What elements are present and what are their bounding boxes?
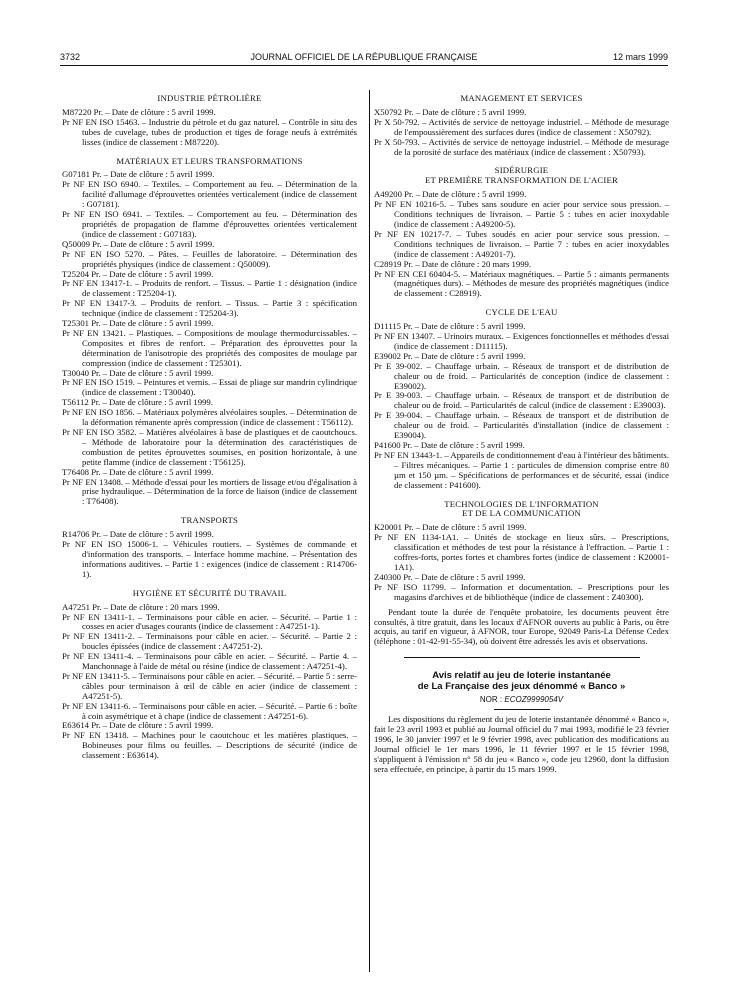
section-title: TECHNOLOGIES DE L'INFORMATION bbox=[444, 498, 599, 509]
standard-entry: Pr NF EN 13417-3. – Produits de renfort. – Tissus. – Partie 3 : spécification technique (indice de classement : T25204-3). bbox=[62, 298, 357, 319]
closing-date-entry: G07181 Pr. – Date de clôture : 5 avril 1999. bbox=[62, 169, 215, 180]
nor-code: ECOZ9999054V bbox=[504, 695, 564, 705]
section-subtitle: ET PREMIÈRE TRANSFORMATION DE L'ACIER bbox=[424, 175, 619, 186]
standard-entry: Pr NF EN 1134-1A1. – Unités de stockage en lieux sûrs. – Prescriptions, classification et méthodes de test pour la résistance à l'effraction. – Partie 1 : coffres-forts, portes fortes et chambres fortes (indice de classement : K20001-1A1). bbox=[374, 532, 669, 572]
standard-entry: Pr NF EN ISO 3582. – Matières alvéolaires à base de plastiques et de caoutchoucs. – Méthode de laboratoire pour la détermination des caractéristiques de combustion de petites éprouvettes soumises, en position horizontale, à une petite flamme (indice de classement : T56125). bbox=[62, 427, 357, 467]
closing-paragraph: Pendant toute la durée de l'enquête probatoire, les documents peuvent être consultés, à titre gratuit, dans les locaux d'AFNOR ouverts au public à Paris, ou être acquis, au tarif en vigueur, à AFNOR, tour Europe, 92049 Paris-La Défense Cedex (téléphone : 01-42-91-55-34), où doivent être adressés les avis et observations. bbox=[374, 606, 669, 647]
standard-entry: Pr NF EN 13443-1. – Appareils de conditionnement d'eau à l'intérieur des bâtiments. – Filtres mécaniques. – Partie 1 : particules de dimension comprise entre 80 µm et 150 µm. – Spécifications de performances et de sécurité, essai (indice de classement : P41600). bbox=[374, 449, 669, 490]
notice-title-line: Avis relatif au jeu de loterie instantanée bbox=[432, 670, 611, 682]
closing-date-entry: Q50009 Pr. – Date de clôture : 5 avril 1999. bbox=[62, 238, 215, 249]
standard-entry: Pr NF EN ISO 6941. – Textiles. – Comportement au feu. – Détermination des propriétés de propagation de flamme d'éprouvettes orientées verticalement (indice de classement : G07183). bbox=[62, 209, 357, 239]
section-subtitle: ET DE LA COMMUNICATION bbox=[462, 508, 581, 519]
closing-date-entry: E63614 Pr. – Date de clôture : 5 avril 1999. bbox=[62, 720, 214, 731]
closing-date-entry: C28919 Pr. – Date de clôture : 20 mars 1999. bbox=[374, 258, 532, 269]
closing-date-entry: R14706 Pr. – Date de clôture : 5 avril 1999. bbox=[62, 529, 214, 540]
closing-date-entry: K20001 Pr. – Date de clôture : 5 avril 1999. bbox=[374, 522, 527, 533]
section-title: MATÉRIAUX ET LEURS TRANSFORMATIONS bbox=[116, 155, 303, 166]
section-title: MANAGEMENT ET SERVICES bbox=[460, 93, 583, 103]
journal-title: JOURNAL OFFICIEL DE LA RÉPUBLIQUE FRANÇAISE bbox=[250, 52, 478, 62]
right-column bbox=[374, 94, 669, 775]
section-rule bbox=[404, 657, 640, 658]
section-title: SIDÉRURGIE bbox=[494, 165, 549, 176]
section-title: CYCLE DE L'EAU bbox=[485, 307, 558, 318]
standard-entry: Pr NF EN ISO 15006-1. – Véhicules routiers. – Systèmes de commande et d'information des transports. – Interface homme machine. – Présentation des informations auditives. – Partie 1 : exigences (indice de classement : R14706-1). bbox=[62, 539, 357, 579]
standard-entry: Pr NF EN 13411-2. – Terminaisons pour câble en acier. – Sécurité. – Partie 2 : boucles épissées (indice de classement : A47251-2). bbox=[62, 631, 357, 652]
closing-date-entry: A47251 Pr. – Date de clôture : 20 mars 1999. bbox=[62, 601, 220, 612]
standard-entry: Pr NF ISO 11799. – Information et documentation. – Prescriptions pour les magasins d'archives et de bibliothèque (indice de classement : Z40300). bbox=[374, 581, 669, 602]
standard-entry: Pr E 39-004. – Chauffage urbain. – Réseaux de transport et de distribution de chaleur ou de froid. – Particularités d'installation (indice de classement : E39004). bbox=[374, 410, 669, 441]
standard-entry: Pr NF EN 13407. – Urinoirs muraux. – Exigences fonctionnelles et méthodes d'essai (indice de classement : D11115). bbox=[374, 331, 669, 351]
standard-entry: Pr NF EN 13411-5. – Terminaisons pour câble en acier. – Sécurité. – Partie 5 : serre-câbles pour terminaison à œil de câble en acier (indice de classement : A47251-5). bbox=[62, 670, 357, 701]
standard-entry: Pr NF EN 13421. – Plastiques. – Compositions de moulage thermodurcissables. – Composites et fibres de renfort. – Préparation des éprouvettes pour la détermination de l'anisotropie des propriétés des composites de moulage par compression (indice de classement : T25301). bbox=[62, 327, 357, 368]
standard-entry: Pr NF EN 13411-1. – Terminaisons pour câble en acier. – Sécurité. – Partie 1 : cosses en acier d'usages courants (indice de classement : A47251-1). bbox=[62, 611, 357, 632]
standard-entry: Pr NF EN ISO 1856. – Matériaux polymères alvéolaires souples. – Détermination de la déformation rémanente après compression (indice de classement : T56112). bbox=[62, 407, 357, 428]
closing-date-entry: T30040 Pr. – Date de clôture : 5 avril 1999. bbox=[62, 367, 214, 378]
nor-label: NOR : bbox=[479, 695, 503, 705]
column-divider bbox=[369, 90, 370, 972]
standard-entry: Pr NF EN ISO 6940. – Textiles. – Comportement au feu. – Détermination de la facilité d'allumage d'éprouvettes orientées verticalement (indice de classement : G07181). bbox=[62, 179, 357, 210]
header-rule bbox=[60, 65, 668, 66]
closing-date-entry: P41600 Pr. – Date de clôture : 5 avril 1999. bbox=[374, 440, 525, 450]
closing-date-entry: M87220 Pr. – Date de clôture : 5 avril 1999. bbox=[62, 106, 216, 117]
standard-entry: Pr NF EN ISO 1519. – Peintures et vernis. – Essai de pliage sur mandrin cylindrique (indice de classement : T30040). bbox=[62, 377, 357, 398]
closing-date-entry: A49200 Pr. – Date de clôture : 5 avril 1999. bbox=[374, 189, 527, 200]
standard-entry: Pr X 50-792. – Activités de service de nettoyage industriel. – Méthode de mesurage de l'empoussièrement des surfaces dures (indice de classement : X50792). bbox=[374, 116, 669, 137]
closing-date-entry: D11115 Pr. – Date de clôture : 5 avril 1999. bbox=[374, 321, 526, 332]
standard-entry: Pr X 50-793. – Activités de service de nettoyage industriel. – Méthode de mesurage de la porosité de surface des matériaux (indice de classement : X50793). bbox=[374, 136, 669, 157]
closing-date-entry: T56112 Pr. – Date de clôture : 5 avril 1999. bbox=[62, 397, 213, 408]
standard-entry: Pr NF EN ISO 15463. – Industrie du pétrole et du gaz naturel. – Contrôle in situ des tubes de cuvelage, tubes de production et tiges de forage neufs à extrémités lisses (indice de classement : M87220). bbox=[62, 116, 357, 147]
standard-entry: Pr NF EN 13411-6. – Terminaisons pour câble en acier. – Sécurité. – Partie 6 : boîte à coin asymétrique et à chape (indice de classement : A47251-6). bbox=[62, 700, 357, 721]
standard-entry: Pr NF EN CEI 60404-5. – Matériaux magnétiques. – Partie 5 : aimants permanents (magnétiques durs). – Méthodes de mesure des propriétés magnétiques (indice de classement : C28919). bbox=[374, 268, 669, 299]
closing-date-entry: T76408 Pr. – Date de clôture : 5 avril 1999. bbox=[62, 466, 214, 477]
nor-reference bbox=[374, 695, 669, 705]
standard-entry: Pr NF EN 13411-4. – Terminaisons pour câble en acier. – Sécurité. – Partie 4. – Manchonnage à l'aide de métal ou résine (indice de classement : A47251-4). bbox=[62, 651, 357, 672]
standard-entry: Pr E 39-002. – Chauffage urbain. – Réseaux de transport et de distribution de chaleur ou de froid. – Particularités de conception (indice de classement : E39002). bbox=[374, 360, 669, 391]
section-title: HYGIÈNE ET SÉCURITÉ DU TRAVAIL bbox=[132, 587, 287, 598]
section-title: INDUSTRIE PÉTROLIÈRE bbox=[157, 93, 262, 103]
closing-date-entry: Z40300 Pr. – Date de clôture : 5 avril 1999. bbox=[374, 571, 526, 582]
page-number: 3732 bbox=[60, 52, 81, 62]
notice-body: Les dispositions du règlement du jeu de loterie instantanée dénommé « Banco », fait le 23 avril 1993 et publié au Journal officiel du 7 mai 1993, modifié le 23 février 1996, le 30 janvier 1997 et le 9 février 1998, avec publication des modifications au Journal officiel le 1er mars 1996, le 11 février 1997 et le 15 février 1998, s'appliquent à l'émission n° 58 du jeu « Banco », code jeu 12960, dont la diffusion sera effectuée, en principe, à partir du 15 mars 1999. bbox=[374, 714, 669, 774]
standard-entry: Pr NF EN 13417-1. – Produits de renfort. – Tissus. – Partie 1 : désignation (indice de classement : T25204-1). bbox=[62, 278, 357, 299]
left-column bbox=[62, 94, 357, 761]
closing-date-entry: X50792 Pr. – Date de clôture : 5 avril 1999. bbox=[374, 106, 527, 117]
closing-date-entry: T25301 Pr. – Date de clôture : 5 avril 1999. bbox=[62, 318, 214, 329]
standard-entry: Pr NF EN 13408. – Méthode d'essai pour les mortiers de lissage et/ou d'égalisation à prise hydraulique. – Détermination de la force de liaison (indice de classement : T76408). bbox=[62, 476, 357, 507]
standard-entry: Pr NF EN ISO 5270. – Pâtes. – Feuilles de laboratoire. – Détermination des propriétés physiques (indice de classement : Q50009). bbox=[62, 248, 357, 269]
standard-entry: Pr NF EN 10216-5. – Tubes sans soudure en acier pour service sous pression. – Conditions techniques de livraison. – Partie 5 : tubes en acier inoxydable (indice de classement : A49200-5). bbox=[374, 199, 669, 229]
closing-date-entry: T25204 Pr. – Date de clôture : 5 avril 1999. bbox=[62, 268, 214, 279]
issue-date: 12 mars 1999 bbox=[612, 52, 668, 62]
notice-title bbox=[374, 670, 669, 692]
notice-title-line: de La Française des jeux dénommé « Banco » bbox=[417, 681, 626, 693]
closing-date-entry: E39002 Pr. – Date de clôture : 5 avril 1999. bbox=[374, 350, 526, 361]
standard-entry: Pr E 39-003. – Chauffage urbain. – Réseaux de transport et de distribution de chaleur ou de froid. – Particularités de calcul (indice de classement : E39003). bbox=[374, 390, 669, 411]
section-title: TRANSPORTS bbox=[181, 515, 238, 526]
standard-entry: Pr NF EN 10217-7. – Tubes soudés en acier pour service sous pression. – Conditions techniques de livraison. – Partie 7 : tubes en acier inoxydables (indice de classement : A49201-7). bbox=[374, 228, 669, 259]
standard-entry: Pr NF EN 13418. – Machines pour le caoutchouc et les matières plastiques. – Bobineuses pour films ou feuilles. – Descriptions de sécurité (indice de classement : E63614). bbox=[62, 730, 357, 761]
